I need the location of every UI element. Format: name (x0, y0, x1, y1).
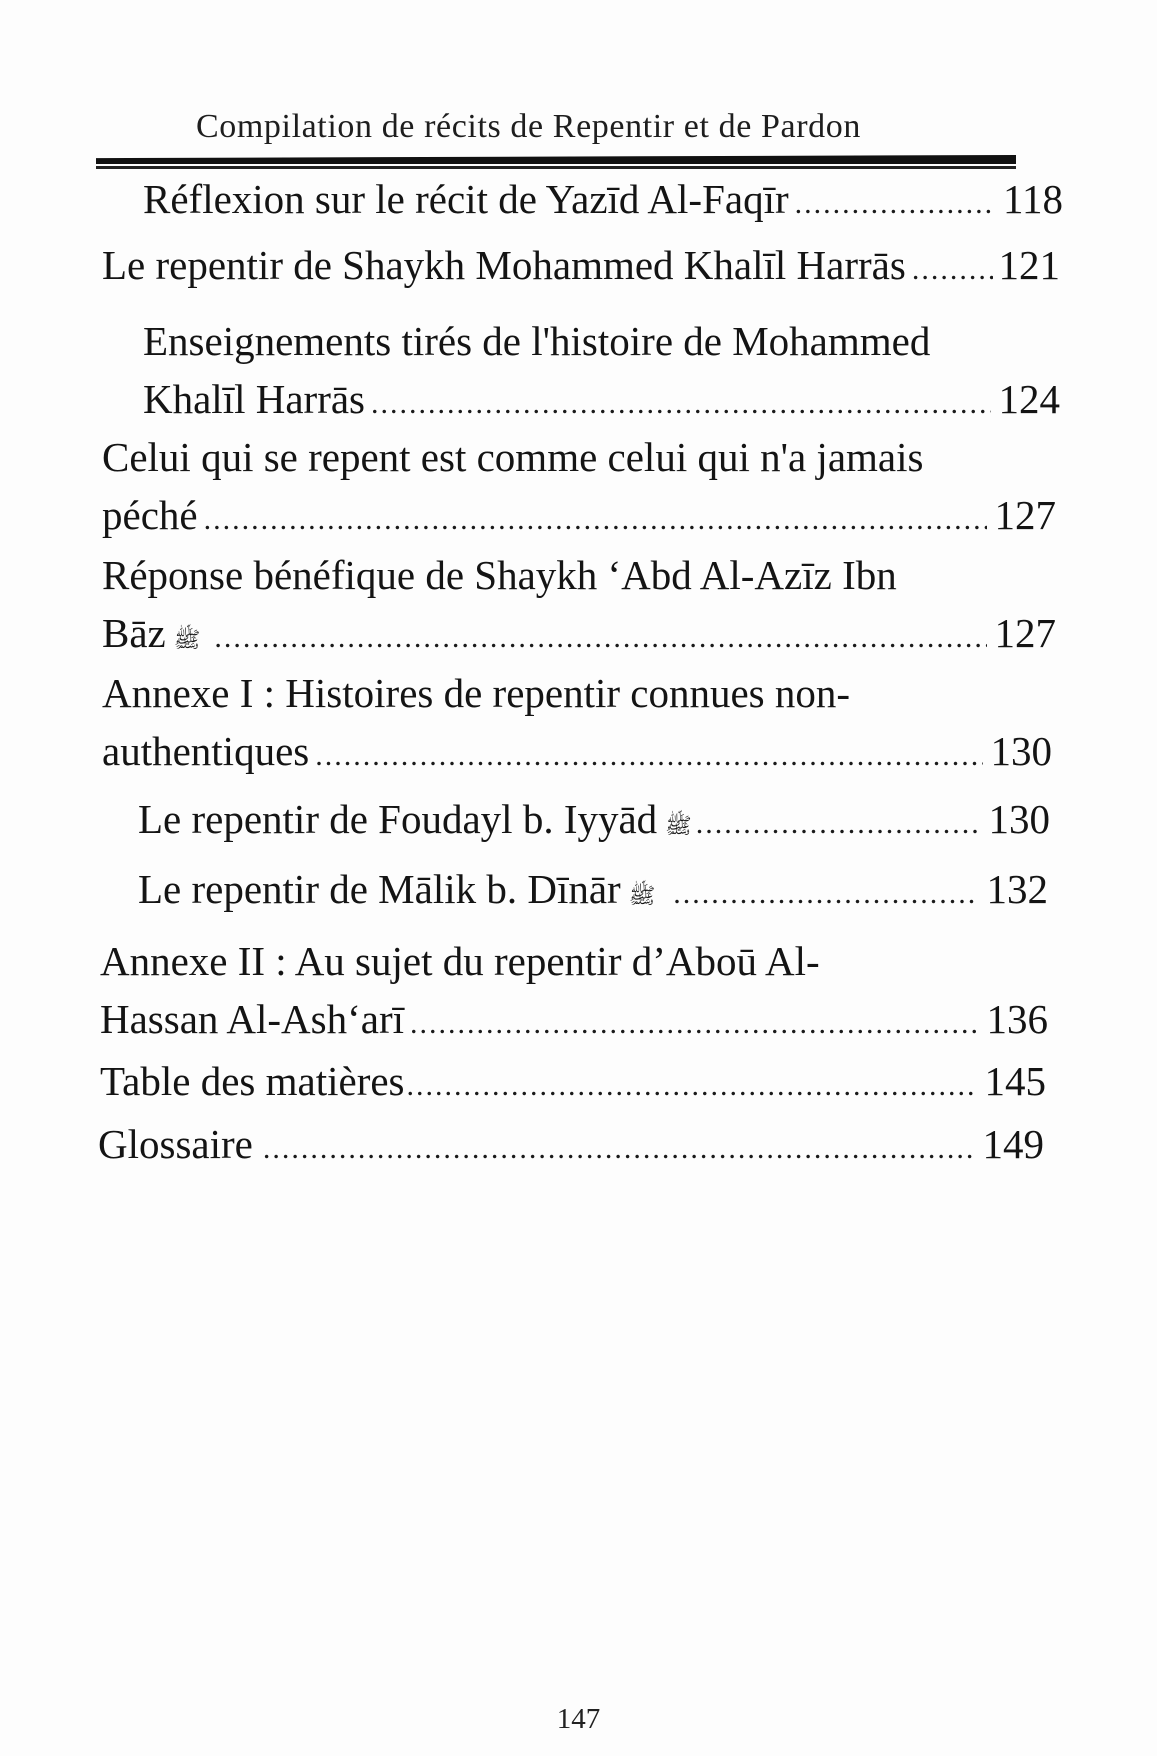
toc-entry-annexe-2[interactable] (100, 932, 1048, 1053)
toc-entry-title: Réflexion sur le récit de Yazīd Al-Faqīr (143, 176, 789, 222)
toc-entry-title-continued: Khalīl Harrās (143, 376, 365, 422)
toc-entry-table-des-matieres[interactable] (100, 1052, 1046, 1115)
toc-entry-title: Enseignements tirés de l'histoire de Mohammed (143, 318, 931, 364)
toc-page-number: 130 (990, 728, 1052, 774)
dot-leader (204, 491, 987, 549)
toc-entry-harras[interactable] (102, 236, 1060, 299)
dot-leader (315, 727, 982, 785)
toc-entry-title: Le repentir de Foudayl b. Iyyād (138, 796, 658, 842)
toc-entry-ibn-baz[interactable] (102, 546, 1056, 669)
toc-page-number: 127 (994, 492, 1056, 538)
toc-entry-glossaire[interactable] (98, 1115, 1044, 1178)
page-number: 147 (556, 1703, 601, 1735)
dot-leader (407, 1057, 977, 1115)
toc-entry-celui-qui-se-repent[interactable] (102, 428, 1056, 549)
toc-page-number: 124 (998, 376, 1060, 422)
dot-leader (263, 1120, 975, 1178)
toc-entry-title-continued: authentiques (102, 728, 310, 774)
toc-entry-title: Annexe II : Au sujet du repentir d’Aboū Al- (100, 938, 820, 984)
dot-leader (371, 375, 991, 433)
dot-leader (912, 241, 993, 299)
toc-entry-malik[interactable] (138, 860, 1048, 925)
toc-page-number: 118 (1003, 176, 1063, 222)
toc-entry-annexe-1[interactable] (102, 664, 1052, 785)
toc-entry-yazid[interactable] (143, 170, 1063, 233)
toc-entry-enseignements[interactable] (143, 312, 1060, 433)
toc-entry-title: Table des matières (100, 1058, 405, 1104)
toc-page-number: 130 (988, 796, 1050, 842)
dot-leader (673, 865, 978, 923)
toc-entry-title-continued: péché (102, 492, 198, 538)
honorific-ligature-icon: ﷺ (628, 883, 656, 908)
toc-entry-title: Annexe I : Histoires de repentir connues non- (102, 670, 851, 716)
toc-page-number: 136 (986, 996, 1048, 1042)
dot-leader (214, 609, 986, 667)
toc-entry-foudayl[interactable] (138, 790, 1050, 855)
dot-leader (795, 175, 995, 233)
toc-page-number: 149 (982, 1121, 1044, 1167)
honorific-ligature-icon: ﷺ (665, 813, 692, 838)
toc-entry-title: Glossaire (98, 1121, 253, 1167)
dot-leader (696, 795, 981, 853)
toc-page-number: 121 (998, 242, 1060, 288)
toc-page-number: 127 (994, 610, 1056, 656)
toc-entry-title: Le repentir de Shaykh Mohammed Khalīl Harrās (102, 242, 906, 288)
toc-page-number: 132 (986, 866, 1048, 912)
toc-page-number: 145 (984, 1058, 1046, 1104)
toc-entry-title: Réponse bénéfique de Shaykh ‘Abd Al-Azīz Ibn (102, 552, 897, 598)
toc-entry-title: Celui qui se repent est comme celui qui n'a jamais (102, 434, 924, 480)
toc-entry-title-continued: Hassan Al-Ash‘arī (100, 996, 405, 1042)
honorific-ligature-icon: ﷺ (173, 627, 201, 652)
dot-leader (410, 995, 978, 1053)
running-header: Compilation de récits de Repentir et de Pardon (196, 108, 861, 145)
toc-entry-title-continued: Bāz (102, 610, 166, 656)
toc-entry-title: Le repentir de Mālik b. Dīnār (138, 866, 621, 912)
